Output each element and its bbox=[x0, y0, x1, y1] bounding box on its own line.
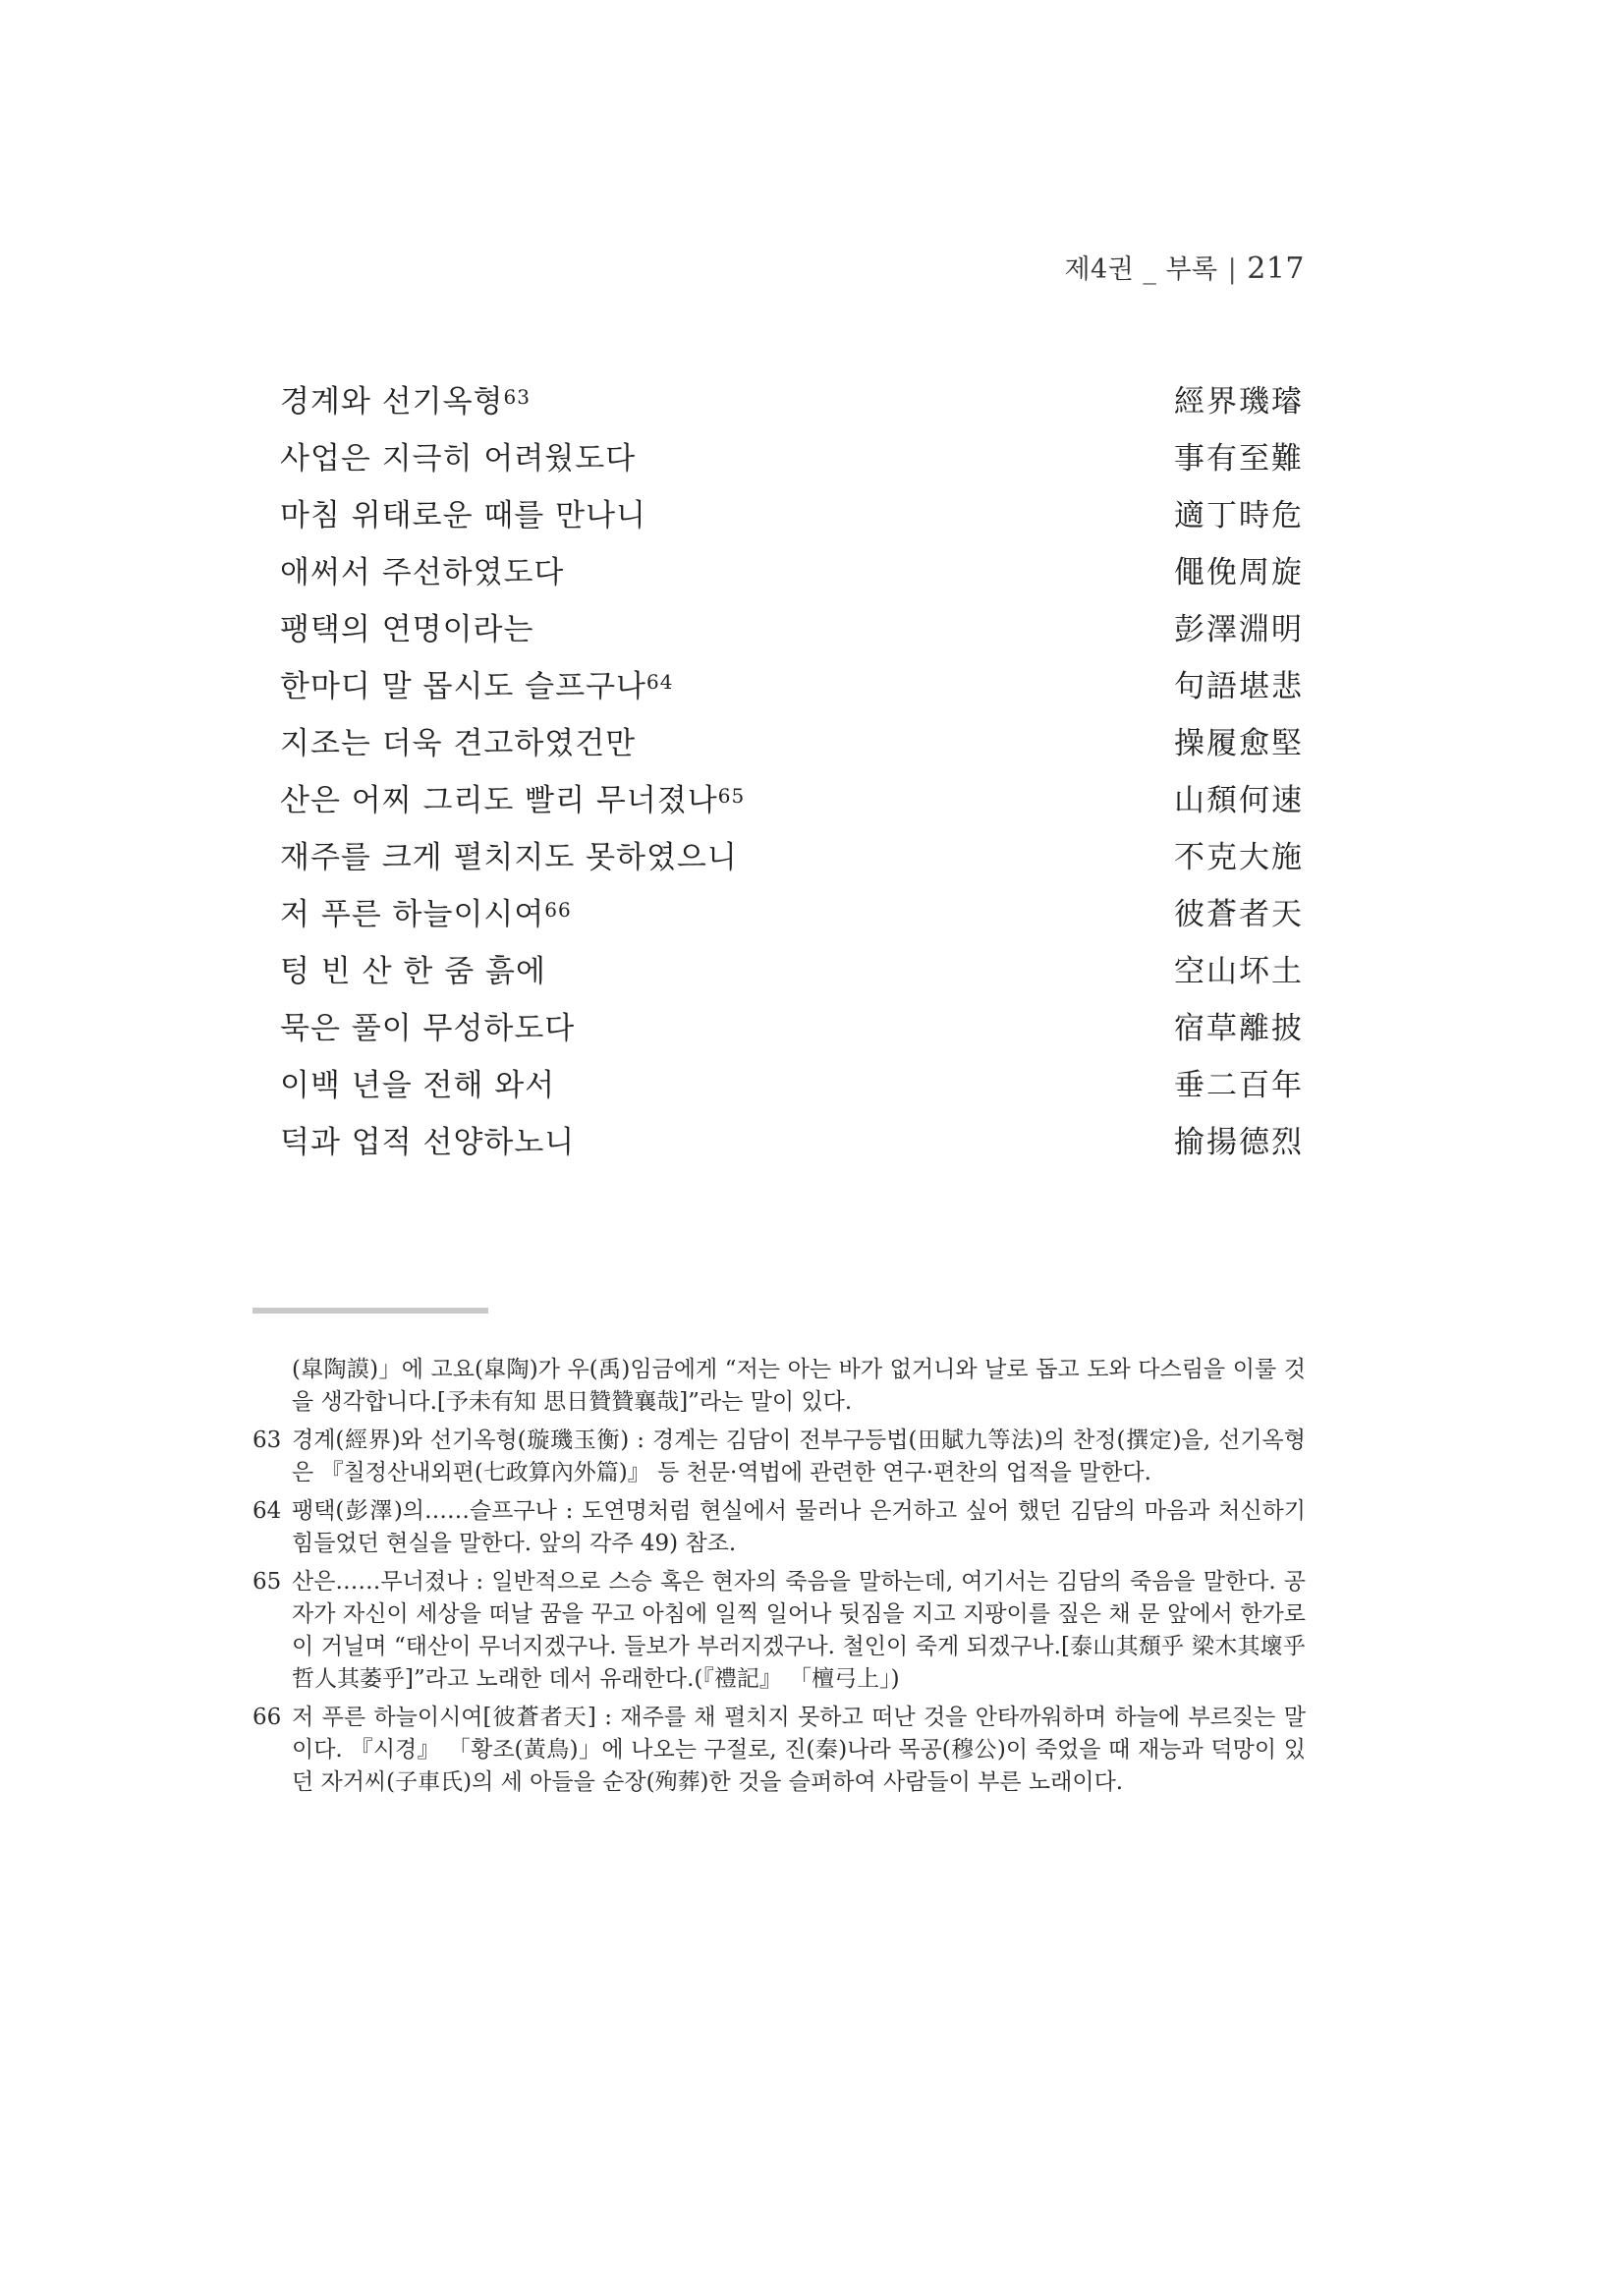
poem-korean bbox=[280, 490, 646, 534]
poem-korean bbox=[280, 1060, 555, 1104]
poem-korean bbox=[280, 547, 564, 591]
footnote-ref: 64 bbox=[645, 670, 674, 694]
poem-korean bbox=[280, 832, 738, 876]
poem-line bbox=[280, 547, 1304, 604]
poem-hanja: 僶俛周旋 bbox=[1174, 555, 1304, 590]
poem-korean bbox=[280, 604, 533, 648]
poem-hanja: 垂二百年 bbox=[1174, 1068, 1304, 1103]
footnote-ref: 63 bbox=[503, 385, 531, 409]
poem-korean bbox=[280, 889, 572, 933]
poem-korean-text: 애써서 주선하였도다 bbox=[280, 555, 565, 590]
poem-line bbox=[280, 490, 1304, 547]
poem-korean-text: 한마디 말 몹시도 슬프구나 bbox=[280, 669, 646, 704]
poem-hanja: 宿草離披 bbox=[1174, 1011, 1304, 1046]
poem-korean-text: 경계와 선기옥형 bbox=[280, 384, 504, 420]
poem-korean bbox=[280, 376, 531, 420]
poem-korean bbox=[280, 775, 745, 819]
footnote-number: 63 bbox=[252, 1428, 282, 1453]
poem-korean-text: 재주를 크게 펼치지도 못하였으니 bbox=[280, 840, 738, 875]
footnote-continuation: (皐陶謨)」에 고요(皐陶)가 우(禹)임금에게 “저는 아는 바가 없거니와 날로 돕고 도와 다스림을 이룰 것을 생각합니다.[予未有知 思日贊贊襄哉]”라는 말이 있다. bbox=[292, 1357, 1306, 1415]
poem-line bbox=[280, 661, 1304, 718]
poem-hanja: 不克大施 bbox=[1174, 840, 1304, 875]
poem-korean-text: 덕과 업적 선양하노니 bbox=[280, 1125, 576, 1160]
poem-korean bbox=[280, 433, 636, 477]
poem-korean-text: 이백 년을 전해 와서 bbox=[280, 1068, 556, 1103]
poem-line bbox=[280, 376, 1304, 433]
poem-hanja: 彼蒼者天 bbox=[1174, 897, 1304, 932]
footnote-64 bbox=[252, 1495, 1306, 1560]
poem-korean-text: 사업은 지극히 어려웠도다 bbox=[280, 441, 637, 476]
footnote-65 bbox=[252, 1566, 1306, 1696]
poem-line bbox=[280, 832, 1304, 889]
footnote-66 bbox=[252, 1702, 1306, 1799]
poem-korean bbox=[280, 1117, 575, 1161]
poem-korean-text: 산은 어찌 그리도 빨리 무너졌나 bbox=[280, 783, 718, 818]
poem-line bbox=[280, 1117, 1304, 1174]
section-title: 제4권 _ 부록 bbox=[1064, 254, 1218, 285]
poem-korean bbox=[280, 946, 546, 990]
poem-korean-text: 텅 빈 산 한 줌 흙에 bbox=[280, 954, 546, 989]
poem-hanja: 經界璣璿 bbox=[1174, 384, 1304, 420]
poem-hanja: 山頹何速 bbox=[1174, 783, 1304, 818]
poem-korean bbox=[280, 661, 673, 705]
page-number: 217 bbox=[1247, 252, 1305, 286]
footnote-rule bbox=[252, 1308, 488, 1314]
poem-hanja: 適丁時危 bbox=[1174, 498, 1304, 533]
footnotes bbox=[252, 1354, 1306, 1805]
poem-line bbox=[280, 775, 1304, 832]
poem-line bbox=[280, 889, 1304, 946]
poem-korean-text: 팽택의 연명이라는 bbox=[280, 612, 534, 647]
header-separator: | bbox=[1227, 254, 1238, 285]
footnote-ref: 66 bbox=[544, 898, 572, 922]
footnote-63 bbox=[252, 1425, 1306, 1489]
poem-korean-text: 묵은 풀이 무성하도다 bbox=[280, 1011, 576, 1046]
poem-korean-text: 마침 위태로운 때를 만나니 bbox=[280, 498, 646, 533]
poem-hanja: 操履愈堅 bbox=[1174, 726, 1304, 761]
poem-korean-text: 저 푸른 하늘이시여 bbox=[280, 897, 545, 932]
poem-line bbox=[280, 433, 1304, 490]
poem-hanja: 揄揚德烈 bbox=[1174, 1125, 1304, 1160]
poem-block bbox=[280, 376, 1304, 1174]
poem-line bbox=[280, 718, 1304, 775]
running-header bbox=[1064, 248, 1305, 286]
footnote-text: 팽택(彭澤)의……슬프구나 : 도연명처럼 현실에서 물러나 은거하고 싶어 했던 김담의 마음과 처신하기 힘들었던 현실을 말한다. 앞의 각주 49) 참조. bbox=[292, 1498, 1306, 1556]
footnote-text: 저 푸른 하늘이시여[彼蒼者天] : 재주를 채 펼치지 못하고 떠난 것을 안타까워하며 하늘에 부르짖는 말이다. 『시경』 「황조(黃鳥)」에 나오는 구절로, 진(秦)나라 목공(穆公)이 죽었을 때 재능과 덕망이 있던 자거씨(子車氏)의 세 아들을 순장(殉葬)한 것을 슬퍼하여 사람들이 부른 노래이다. bbox=[292, 1705, 1306, 1795]
poem-hanja: 彭澤淵明 bbox=[1174, 612, 1304, 647]
poem-line bbox=[280, 604, 1304, 661]
footnote-number: 64 bbox=[252, 1498, 282, 1524]
footnote-text: 산은……무너졌나 : 일반적으로 스승 혹은 현자의 죽음을 말하는데, 여기서는 김담의 죽음을 말한다. 공자가 자신이 세상을 떠날 꿈을 꾸고 아침에 일찍 일어나 뒷짐을 지고 지팡이를 짚은 채 문 앞에서 한가로이 거닐며 “태산이 무너지겠구나. 들보가 부러지겠구나. 철인이 죽게 되겠구나.[泰山其頹乎 梁木其壞乎 哲人其萎乎]”라고 노래한 데서 유래한다.(『禮記』 「檀弓上」) bbox=[292, 1569, 1306, 1692]
footnote-number: 65 bbox=[252, 1569, 282, 1595]
poem-hanja: 事有至難 bbox=[1174, 441, 1304, 476]
poem-korean-text: 지조는 더욱 견고하였건만 bbox=[280, 726, 637, 761]
poem-korean bbox=[280, 718, 636, 762]
poem-line bbox=[280, 1060, 1304, 1117]
poem-korean bbox=[280, 1003, 575, 1047]
poem-hanja: 空山坏土 bbox=[1174, 954, 1304, 989]
footnote-text: 경계(經界)와 선기옥형(璇璣玉衡) : 경계는 김담이 전부구등법(田賦九等法)의 찬정(撰定)을, 선기옥형은 『칠정산내외편(七政算內外篇)』 등 천문·역법에 관련한 연구·편찬의 업적을 말한다. bbox=[292, 1428, 1306, 1485]
footnote-ref: 65 bbox=[717, 784, 746, 808]
poem-line bbox=[280, 1003, 1304, 1060]
footnote-number: 66 bbox=[252, 1705, 282, 1730]
poem-line bbox=[280, 946, 1304, 1003]
poem-hanja: 句語堪悲 bbox=[1174, 669, 1304, 704]
